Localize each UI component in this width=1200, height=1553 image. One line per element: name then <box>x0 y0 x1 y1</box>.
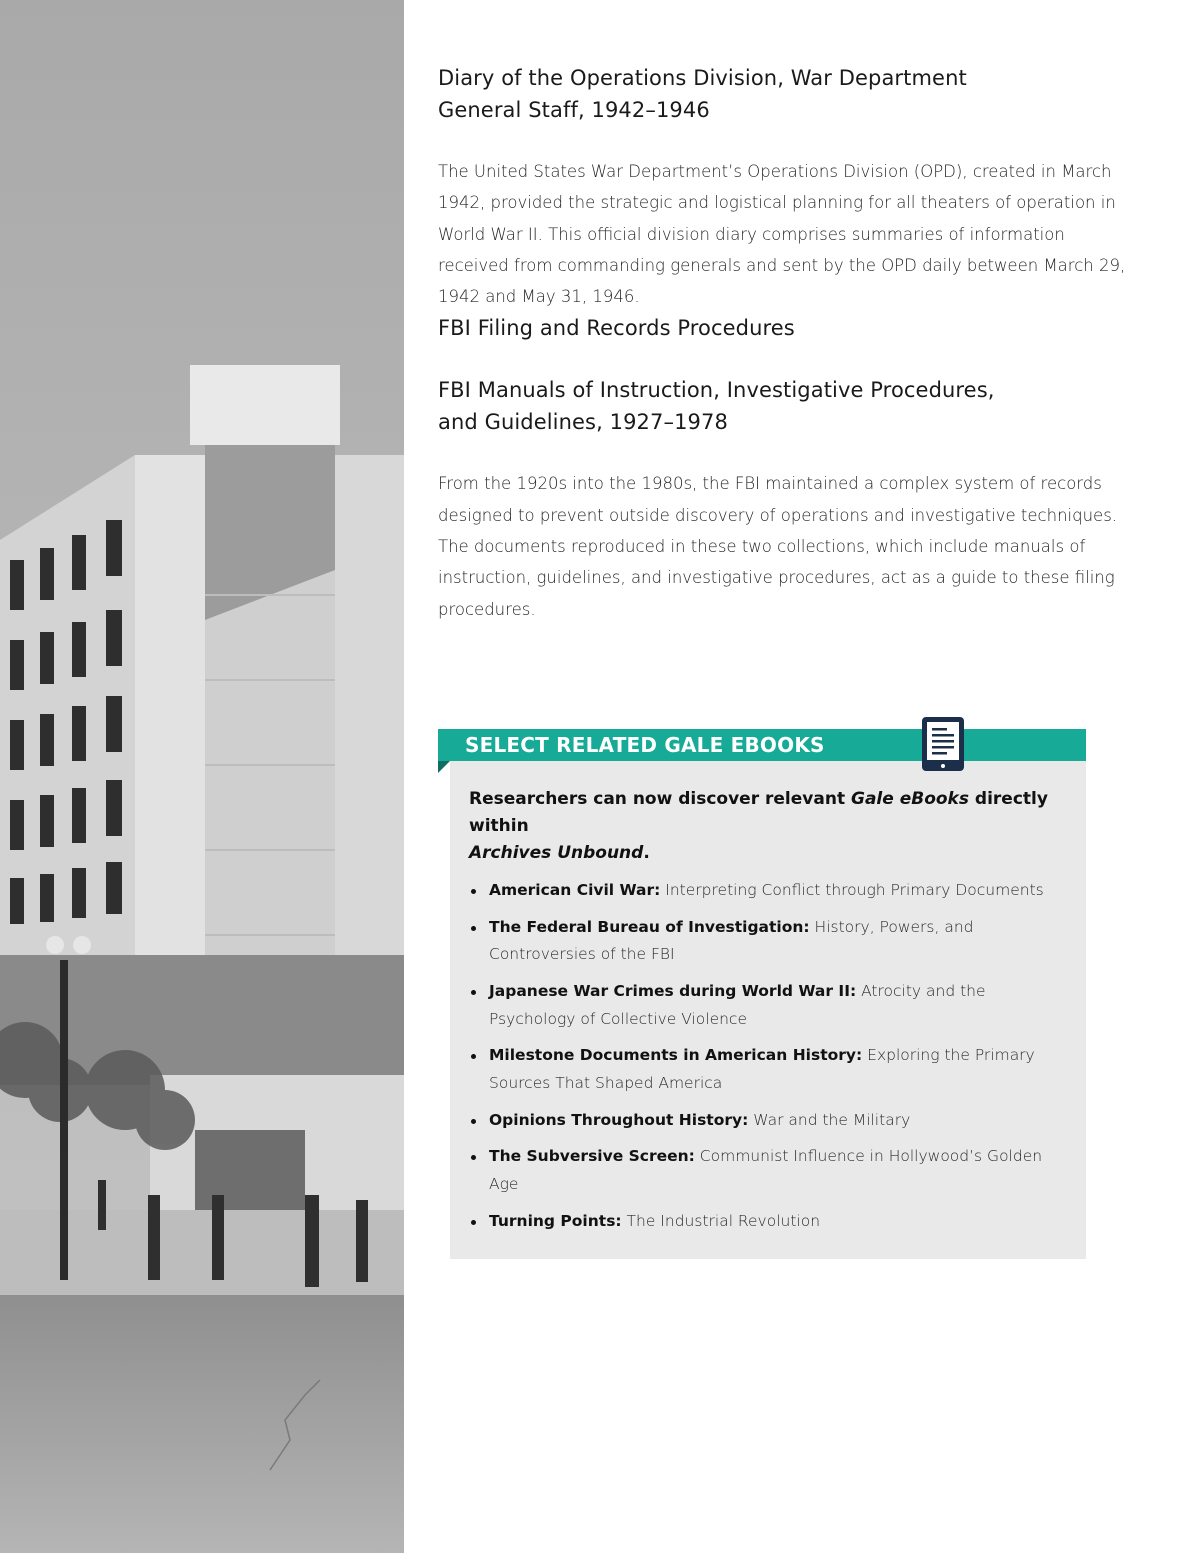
list-item: Milestone Documents in American History: Exploring the Primary Sources That Shaped America <box>469 1042 1060 1097</box>
ebook-list <box>469 877 1060 1235</box>
list-item: Turning Points: The Industrial Revolution <box>469 1208 1060 1236</box>
related-ebooks-box <box>438 729 1086 1259</box>
section-title-fbi-manuals: FBI Manuals of Instruction, Investigative Procedures, and Guidelines, 1927–1978 <box>438 378 995 435</box>
list-item: The Subversive Screen: Communist Influence in Hollywood’s Golden Age <box>469 1143 1060 1198</box>
main-content <box>438 62 1138 625</box>
list-item: American Civil War: Interpreting Conflict through Primary Documents <box>469 877 1060 905</box>
ebooks-banner <box>438 729 1086 761</box>
list-item: Japanese War Crimes during World War II: Atrocity and the Psychology of Collective Violence <box>469 978 1060 1033</box>
section-body-opd-diary: The United States War Department’s Operations Division (OPD), created in March 1942, provided the strategic and logistical planning for all theaters of operation in World War II. This official division diary comprises summaries of information received from commanding generals and sent by the OPD daily between March 29, 1942 and May 31, 1946. <box>438 162 1126 307</box>
list-item: The Federal Bureau of Investigation: History, Powers, and Controversies of the FBI <box>469 914 1060 969</box>
building-photo <box>0 0 404 1553</box>
section-body-fbi-manuals: From the 1920s into the 1980s, the FBI maintained a complex system of records designed to prevent outside discovery of operations and investigative techniques. The documents reproduced in these two collections, which include manuals of instruction, guidelines, and investigative procedures, act as a guide to these filing procedures. <box>438 474 1118 619</box>
ebooks-panel <box>450 761 1086 1259</box>
banner-fold <box>438 761 450 773</box>
section-title-fbi-filing: FBI Filing and Records Procedures <box>438 316 795 341</box>
list-item: Opinions Throughout History: War and the Military <box>469 1107 1060 1135</box>
ebooks-banner-title: SELECT RELATED GALE EBOOKS <box>465 733 825 757</box>
tablet-ebook-icon <box>921 716 965 772</box>
section-title-opd-diary: Diary of the Operations Division, War Department General Staff, 1942–1946 <box>438 66 967 122</box>
ebooks-intro: Researchers can now discover relevant Gale eBooks directly within Archives Unbound. <box>469 789 1048 863</box>
